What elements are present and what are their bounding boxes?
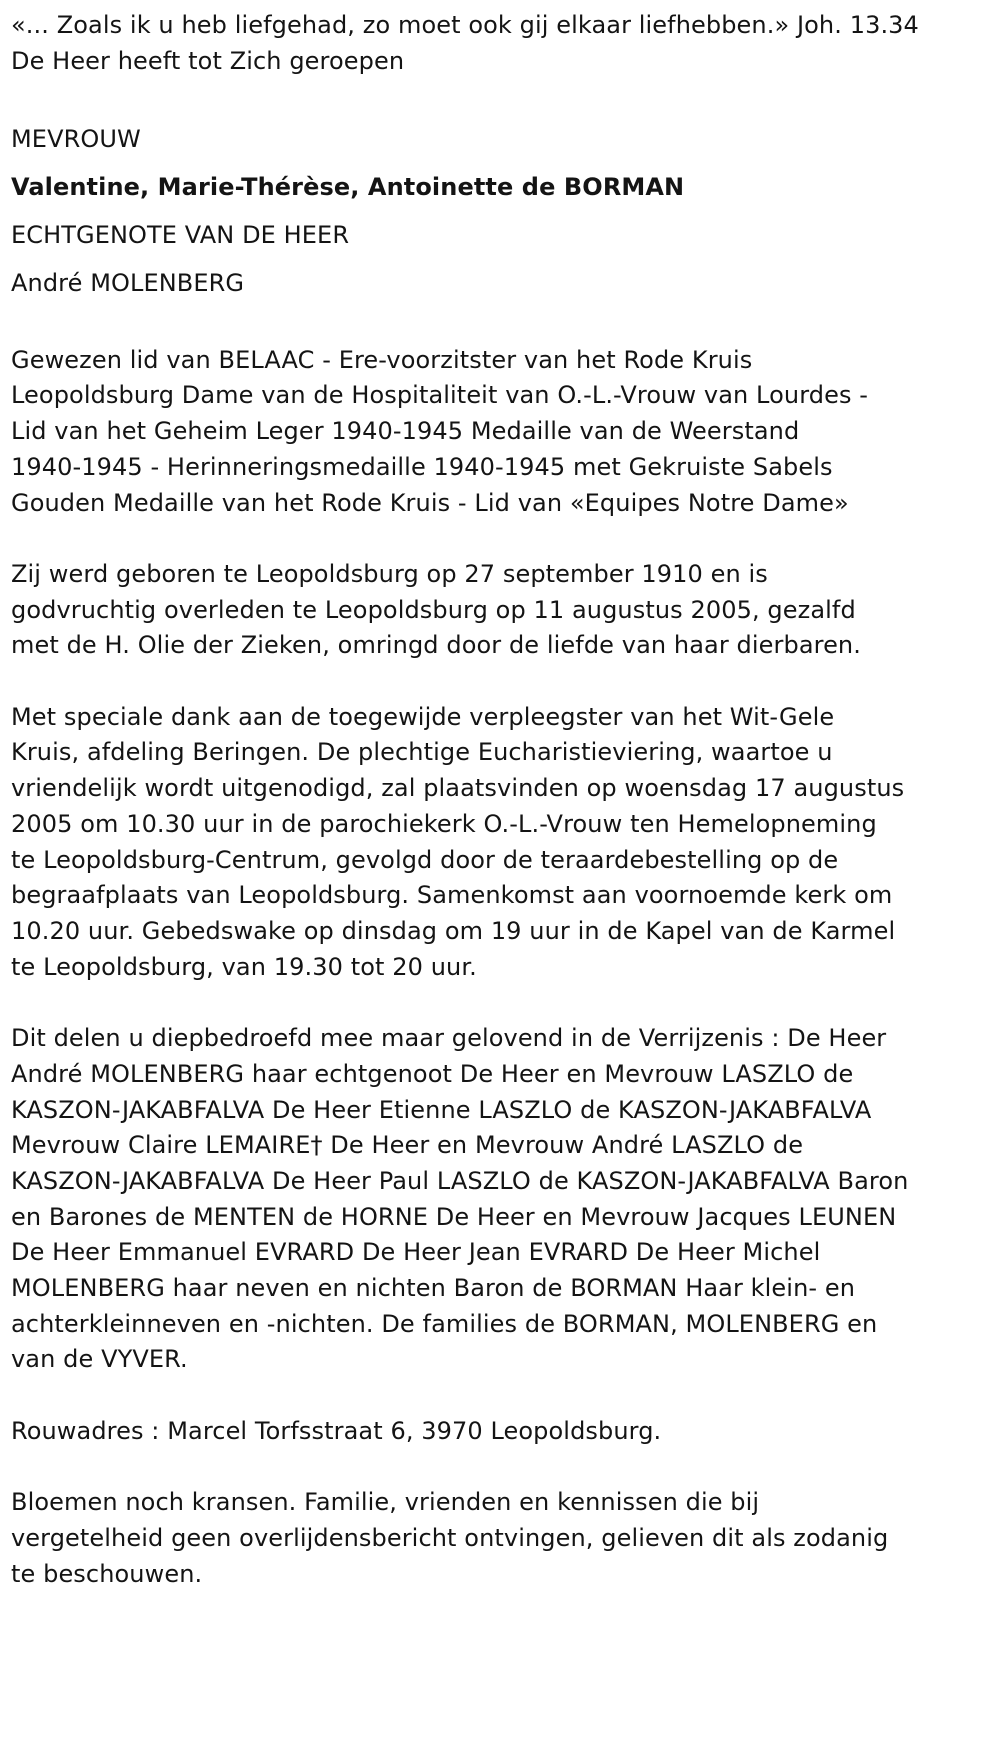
spacer [11, 985, 996, 1021]
spacer [11, 79, 996, 115]
paragraph-line: Mevrouw Claire LEMAIRE† De Heer en Mevrouw André LASZLO de [11, 1131, 804, 1160]
paragraph-line: met de H. Olie der Zieken, omringd door de liefde van haar dierbaren. [11, 631, 861, 660]
paragraph-line: begraafplaats van Leopoldsburg. Samenkomst aan voornoemde kerk om [11, 881, 893, 910]
paragraph-line: van de VYVER. [11, 1345, 188, 1374]
paragraph-line: Leopoldsburg Dame van de Hospitaliteit van O.-L.-Vrouw van Lourdes - [11, 381, 869, 410]
relation-line: ECHTGENOTE VAN DE HEER [11, 221, 350, 250]
paragraph-line: Gewezen lid van BELAAC - Ere-voorzitster van het Rode Kruis [11, 345, 753, 374]
obituary-notice [11, 8, 996, 1592]
paragraph-line: 10.20 uur. Gebedswake op dinsdag om 19 uur in de Kapel van de Karmel [11, 917, 896, 945]
paragraph-line: Bloemen noch kransen. Familie, vrienden en kennissen die bij [11, 1488, 760, 1517]
salutation: MEVROUW [11, 125, 141, 154]
paragraph-line: Met speciale dank aan de toegewijde verpleegster van het Wit-Gele [11, 702, 835, 731]
titles-paragraph [11, 343, 996, 522]
paragraph-line: te Leopoldsburg, van 19.30 tot 20 uur. [11, 952, 477, 981]
paragraph-line: godvruchtig overleden te Leopoldsburg op 11 augustus 2005, gezalfd [11, 595, 856, 624]
spacer [11, 1450, 996, 1486]
deceased-name: Valentine, Marie-Thérèse, Antoinette de BORMAN [11, 173, 685, 202]
paragraph-line: André MOLENBERG haar echtgenoot De Heer en Mevrouw LASZLO de [11, 1059, 854, 1088]
paragraph-line: vergetelheid geen overlijdensbericht ontvingen, gelieven dit als zodanig [11, 1523, 889, 1552]
paragraph-line: en Barones de MENTEN de HORNE De Heer en Mevrouw Jacques LEUNEN [11, 1202, 897, 1231]
paragraph-line: Dit delen u diepbedroefd mee maar gelovend in de Verrijzenis : De Heer [11, 1024, 887, 1053]
spacer [11, 307, 996, 343]
paragraph-line: KASZON-JAKABFALVA De Heer Paul LASZLO de KASZON-JAKABFALVA Baron [11, 1166, 909, 1195]
paragraph-line: KASZON-JAKABFALVA De Heer Etienne LASZLO de KASZON-JAKABFALVA [11, 1095, 872, 1124]
paragraph-line: te Leopoldsburg-Centrum, gevolgd door de teraardebestelling op de [11, 845, 839, 874]
paragraph-line: te beschouwen. [11, 1559, 203, 1588]
paragraph-line: 2005 om 10.30 uur in de parochiekerk O.-L.-Vrouw ten Hemelopneming [11, 809, 877, 838]
spouse-name: André MOLENBERG [11, 269, 245, 298]
paragraph-line: MOLENBERG haar neven en nichten Baron de BORMAN Haar klein- en [11, 1274, 856, 1303]
called-line: De Heer heeft tot Zich geroepen [11, 46, 405, 75]
flowers-paragraph [11, 1485, 996, 1592]
paragraph-line: achterkleinneven en -nichten. De families de BORMAN, MOLENBERG en [11, 1309, 878, 1338]
bible-quote: «... Zoals ik u heb liefgehad, zo moet ook gij elkaar liefhebben.» Joh. 13.34 [11, 11, 919, 39]
ceremony-paragraph [11, 700, 996, 986]
address-paragraph [11, 1414, 996, 1450]
paragraph-line: Rouwadres : Marcel Torfsstraat 6, 3970 Leopoldsburg. [11, 1416, 662, 1445]
paragraph-line: Kruis, afdeling Beringen. De plechtige Eucharistieviering, waartoe u [11, 738, 833, 767]
spacer [11, 1378, 996, 1414]
paragraph-line: Zij werd geboren te Leopoldsburg op 27 september 1910 en is [11, 559, 768, 588]
spacer [11, 664, 996, 700]
birth-death-paragraph [11, 557, 996, 664]
paragraph-line: vriendelijk wordt uitgenodigd, zal plaatsvinden op woensdag 17 augustus [11, 774, 905, 803]
paragraph-line: De Heer Emmanuel EVRARD De Heer Jean EVRARD De Heer Michel [11, 1238, 821, 1267]
spacer [11, 521, 996, 557]
paragraph-line: Gouden Medaille van het Rode Kruis - Lid van «Equipes Notre Dame» [11, 488, 849, 517]
paragraph-line: 1940-1945 - Herinneringsmedaille 1940-1945 met Gekruiste Sabels [11, 452, 833, 481]
family-paragraph [11, 1021, 996, 1378]
paragraph-line: Lid van het Geheim Leger 1940-1945 Medaille van de Weerstand [11, 417, 800, 446]
